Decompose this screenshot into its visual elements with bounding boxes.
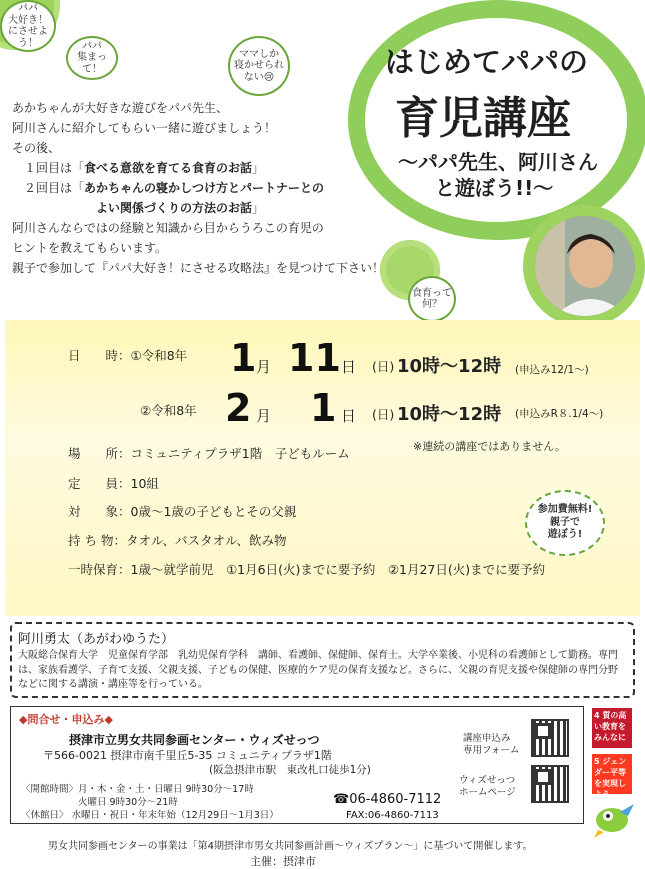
fax-number: FAX:06-4860-7113 — [346, 810, 439, 821]
lecturer-name: 阿川勇太（あがわゆうた） — [18, 632, 175, 647]
intro-text — [12, 98, 412, 278]
day-unit: 日 — [341, 358, 357, 376]
intro-line: その後、 — [12, 141, 61, 155]
intro-line: ２回目は「あかちゃんの寝かしつけ方とパートナーとの — [24, 181, 325, 195]
month-unit: 月 — [256, 407, 272, 425]
title-line3: ～パパ先生、阿川さん — [398, 150, 598, 174]
contact-org: 摂津市立男女共同参画センター・ウィズせっつ — [69, 733, 320, 747]
intro-line: あかちゃんが大好きな遊びをパパ先生、 — [12, 101, 229, 115]
speech-bubble: パパ 集まって！ — [66, 36, 118, 80]
contact-box — [10, 706, 584, 824]
free-badge: 参加費無料! 親子で 遊ぼう! — [525, 490, 605, 556]
capacity-row: 定 員：10組 — [68, 476, 159, 491]
items-row: 持 ち 物：タオル、バスタオル、飲み物 — [68, 533, 287, 548]
intro-line: １回目は「食べる意欲を育てる食育のお話」 — [24, 161, 265, 175]
sdg-4-icon: 4 質の高い教育をみんなに — [592, 708, 632, 748]
phone-number[interactable]: ☎06-4860-7112 — [333, 792, 442, 807]
intro-line: よい関係づくりの方法のお話」 — [96, 201, 265, 215]
title-line2: 育児講座 — [395, 93, 571, 144]
target-row: 対 象：0歳～1歳の子どもとその父親 — [68, 504, 297, 519]
dow-2: (日) — [372, 407, 395, 422]
opening-hours — [21, 783, 279, 822]
qr-label: 講座申込み 専用フォーム — [463, 733, 520, 756]
schedule-row-2: ②令和8年 — [140, 403, 197, 418]
day-unit: 日 — [341, 407, 357, 425]
series-note: ※連続の講座ではありません。 — [413, 440, 566, 453]
contact-access: (阪急摂津市駅 東改札口徒歩1分) — [209, 764, 371, 776]
intro-line: 阿川さんならではの経験と知識から目からうろこの育児の — [12, 221, 324, 235]
intro-line: 親子で参加して『パパ大好き！にさせる攻略法』を見つけて下さい！ — [12, 261, 385, 275]
time-1: 10時～12時 — [397, 356, 502, 377]
contact-heading: ◆問合せ・申込み◆ — [19, 713, 113, 726]
sdg-5-icon: 5 ジェンダー平等を実現しよう — [592, 754, 632, 794]
childcare-row: 一時保育：1歳～就学前児 ①1月6日(火)までに要予約 ②1月27日(火)までに要予約 — [68, 562, 546, 577]
lecturer-profile — [10, 622, 635, 698]
speech-bubble: 食育って 何？ — [408, 276, 456, 322]
title-line4: と遊ぼう!!～ — [435, 176, 554, 200]
place-row: 場 所：コミュニティプラザ1階 子どもルーム — [68, 446, 350, 461]
speech-bubble: パパ 大好き！ にさせよう！ — [0, 0, 56, 52]
month-unit: 月 — [256, 358, 272, 376]
hours-line: 〈休館日〉 水曜日・祝日・年末年始（12月29日～1月3日） — [21, 810, 279, 821]
month-1: 1 — [230, 336, 257, 380]
hours-line: 火曜日 9時30分～21時 — [21, 797, 178, 808]
month-2: 2 — [225, 386, 252, 430]
intro-line: 阿川さんに紹介してもらい一緒に遊びましょう！ — [12, 121, 277, 135]
hours-line: 〈開館時間〉月・木・金・土・日曜日 9時30分～17時 — [21, 784, 254, 795]
lecturer-photo — [535, 216, 635, 316]
mascot-icon — [590, 800, 636, 840]
apply-2: (申込みR８.1/4～) — [515, 408, 604, 420]
title-line1: はじめてパパの — [385, 45, 589, 79]
intro-line: ヒントを教えてもらいます。 — [12, 241, 168, 255]
footer-note: 男女共同参画センターの事業は「第4期摂津市男女共同参画計画～ウィズプラン～」に基づいて開催します。 — [48, 841, 533, 852]
time-2: 10時～12時 — [397, 404, 502, 425]
contact-address: 〒566-0021 摂津市南千里丘5-35 コミュニティプラザ1階 — [43, 749, 332, 762]
speech-bubble: ママしか 寝かせられ ない😢 — [228, 36, 290, 96]
apply-1: (申込み12/1～) — [515, 364, 589, 376]
dow-1: (日) — [372, 359, 395, 374]
qr-code-form[interactable] — [531, 719, 569, 757]
organizer: 主催：摂津市 — [250, 855, 316, 868]
day-2: 1 — [310, 386, 337, 430]
qr-label: ウィズせっつ ホームページ — [459, 775, 516, 798]
qr-code-homepage[interactable] — [531, 765, 569, 803]
day-1: 11 — [288, 336, 341, 380]
schedule-row-1: 日 時：①令和8年 — [68, 348, 188, 363]
lecturer-desc: 大阪総合保育大学 児童保育学部 乳幼児保育学科 講師、看護師、保健師、保育士。大学卒業後、小児科の看護師として勤務。専門は、家族看護学、子育て支援、父親支援、子どもの保健、医療的ケア児の保育支援など。さらに、父親の育児支援や保健師の専門分野などに関する講演・講座等を行っている。 — [18, 650, 618, 690]
